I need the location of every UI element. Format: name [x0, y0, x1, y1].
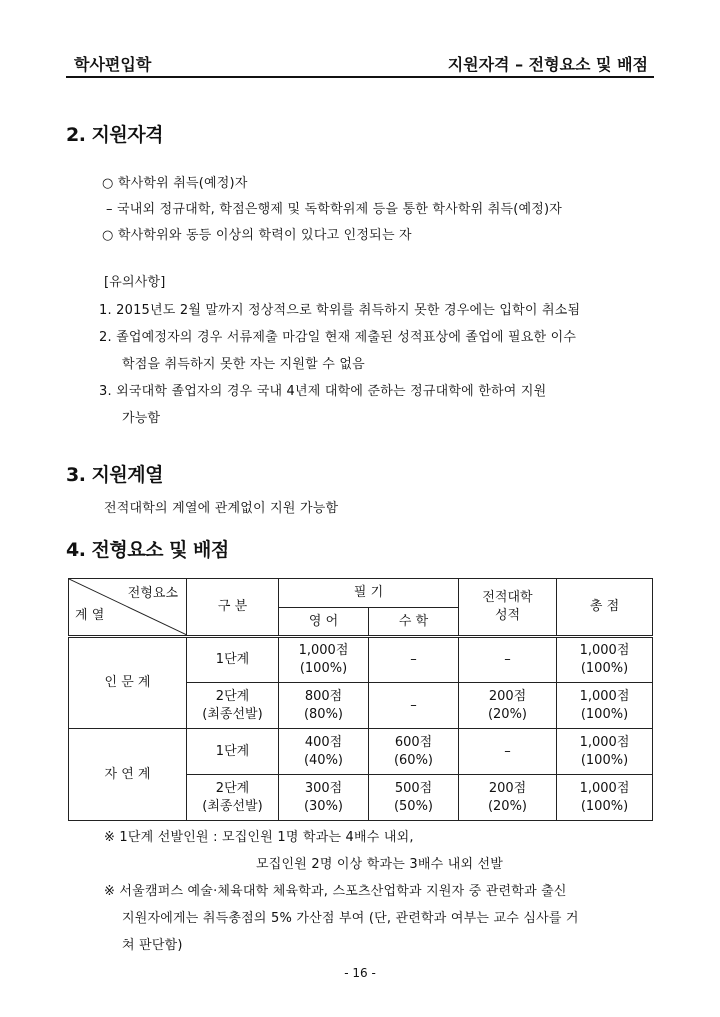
- english-cell: [279, 683, 369, 729]
- english-pct: (80%): [303, 706, 344, 722]
- footnote-1-cont: 모집인원 2명 이상 학과는 3배수 내외 선발: [256, 857, 504, 872]
- col-math: 수 학: [369, 608, 459, 637]
- total-pct: (100%): [580, 798, 629, 814]
- total-pct: (100%): [580, 706, 629, 722]
- footnote-1: ※ 1단계 선발인원 : 모집인원 1명 학과는 4배수 내외,: [104, 830, 414, 845]
- col-transcript-line2: 성적: [494, 608, 521, 623]
- header-right-title: 지원자격 – 전형요소 및 배점: [447, 55, 648, 74]
- transcript-score: 200점: [488, 780, 527, 796]
- transcript-cell: [459, 775, 557, 821]
- math-cell: [369, 775, 459, 821]
- header-left-title: 학사편입학: [74, 55, 152, 74]
- total-score: 1,000점: [579, 643, 630, 658]
- col-gubun: 구 분: [187, 579, 279, 637]
- note-2: 2. 졸업예정자의 경우 서류제출 마감일 현재 제출된 성적표상에 졸업에 필요한 이수: [99, 330, 577, 345]
- stage-cell: [187, 775, 279, 821]
- total-pct: (100%): [580, 661, 629, 676]
- notes-title: [유의사항]: [104, 275, 166, 290]
- total-score: 1,000점: [579, 734, 630, 750]
- diagonal-header-cell: [69, 579, 187, 637]
- group-humanities: 인 문 계: [69, 637, 187, 729]
- total-score: 1,000점: [579, 780, 630, 796]
- total-cell: [557, 637, 653, 683]
- score-table: [68, 578, 653, 821]
- col-total: 총 점: [557, 579, 653, 637]
- transcript-score: 200점: [488, 688, 527, 704]
- total-score: 1,000점: [579, 688, 630, 704]
- note-1: 1. 2015년도 2월 말까지 정상적으로 학위를 취득하지 못한 경우에는 입학이 취소됨: [99, 303, 581, 318]
- running-header: [66, 50, 654, 78]
- note-3-cont: 가능함: [122, 411, 161, 426]
- eligibility-item-2: – 국내외 정규대학, 학점은행제 및 독학학위제 등을 통한 학사학위 취득(예정)자: [106, 202, 563, 217]
- eligibility-item-1: ○ 학사학위 취득(예정)자: [102, 176, 248, 191]
- stage-cell: 1단계: [187, 637, 279, 683]
- col-transcript: [459, 579, 557, 637]
- footnote-2-cont: 지원자에게는 취득총점의 5% 가산점 부여 (단, 관련학과 여부는 교수 심사를 거: [122, 911, 579, 926]
- english-score: 800점: [304, 688, 343, 704]
- english-cell: [279, 729, 369, 775]
- stage-label: 2단계: [215, 688, 250, 704]
- math-score: 500점: [394, 780, 433, 796]
- english-cell: [279, 775, 369, 821]
- english-pct: (30%): [303, 798, 344, 814]
- note-3: 3. 외국대학 졸업자의 경우 국내 4년제 대학에 준하는 정규대학에 한하여 지원: [99, 384, 547, 399]
- col-english: 영 어: [279, 608, 369, 637]
- total-cell: [557, 775, 653, 821]
- math-pct: (50%): [393, 798, 434, 814]
- math-cell: [369, 729, 459, 775]
- total-cell: [557, 729, 653, 775]
- transcript-cell: –: [459, 729, 557, 775]
- footnote-2-cont2: 쳐 판단함): [122, 938, 183, 953]
- math-pct: (60%): [393, 752, 434, 768]
- math-cell: –: [369, 637, 459, 683]
- english-score: 1,000점: [298, 643, 349, 658]
- section-3-text: 전적대학의 계열에 관계없이 지원 가능함: [104, 501, 339, 516]
- col-written: 필 기: [279, 579, 459, 608]
- note-2-cont: 학점을 취득하지 못한 자는 지원할 수 없음: [122, 357, 365, 372]
- total-pct: (100%): [580, 752, 629, 768]
- english-pct: (40%): [303, 752, 344, 768]
- transcript-pct: (20%): [487, 798, 528, 814]
- math-score: 600점: [394, 734, 433, 750]
- diag-top-label: 전형요소: [127, 586, 178, 601]
- transcript-cell: [459, 683, 557, 729]
- group-natural-sciences: 자 연 계: [69, 729, 187, 821]
- eligibility-item-3: ○ 학사학위와 동등 이상의 학력이 있다고 인정되는 자: [102, 228, 412, 243]
- col-transcript-line1: 전적대학: [482, 590, 533, 605]
- stage-cell: 1단계: [187, 729, 279, 775]
- english-score: 400점: [304, 734, 343, 750]
- stage-cell: [187, 683, 279, 729]
- stage-sub: (최종선발): [202, 798, 263, 814]
- section-3-heading: 3. 지원계열: [66, 464, 163, 486]
- english-score: 300점: [304, 780, 343, 796]
- transcript-cell: –: [459, 637, 557, 683]
- english-pct: (100%): [299, 661, 348, 676]
- transcript-pct: (20%): [487, 706, 528, 722]
- section-4-heading: 4. 전형요소 및 배점: [66, 539, 229, 561]
- section-2-heading: 2. 지원자격: [66, 124, 163, 146]
- english-cell: [279, 637, 369, 683]
- total-cell: [557, 683, 653, 729]
- math-cell: –: [369, 683, 459, 729]
- footnote-2: ※ 서울캠퍼스 예술·체육대학 체육학과, 스포츠산업학과 지원자 중 관련학과 출신: [104, 884, 567, 899]
- page-number: - 16 -: [344, 966, 376, 980]
- stage-label: 2단계: [215, 780, 250, 796]
- diag-bottom-label: 계 열: [75, 608, 105, 623]
- stage-sub: (최종선발): [202, 706, 263, 722]
